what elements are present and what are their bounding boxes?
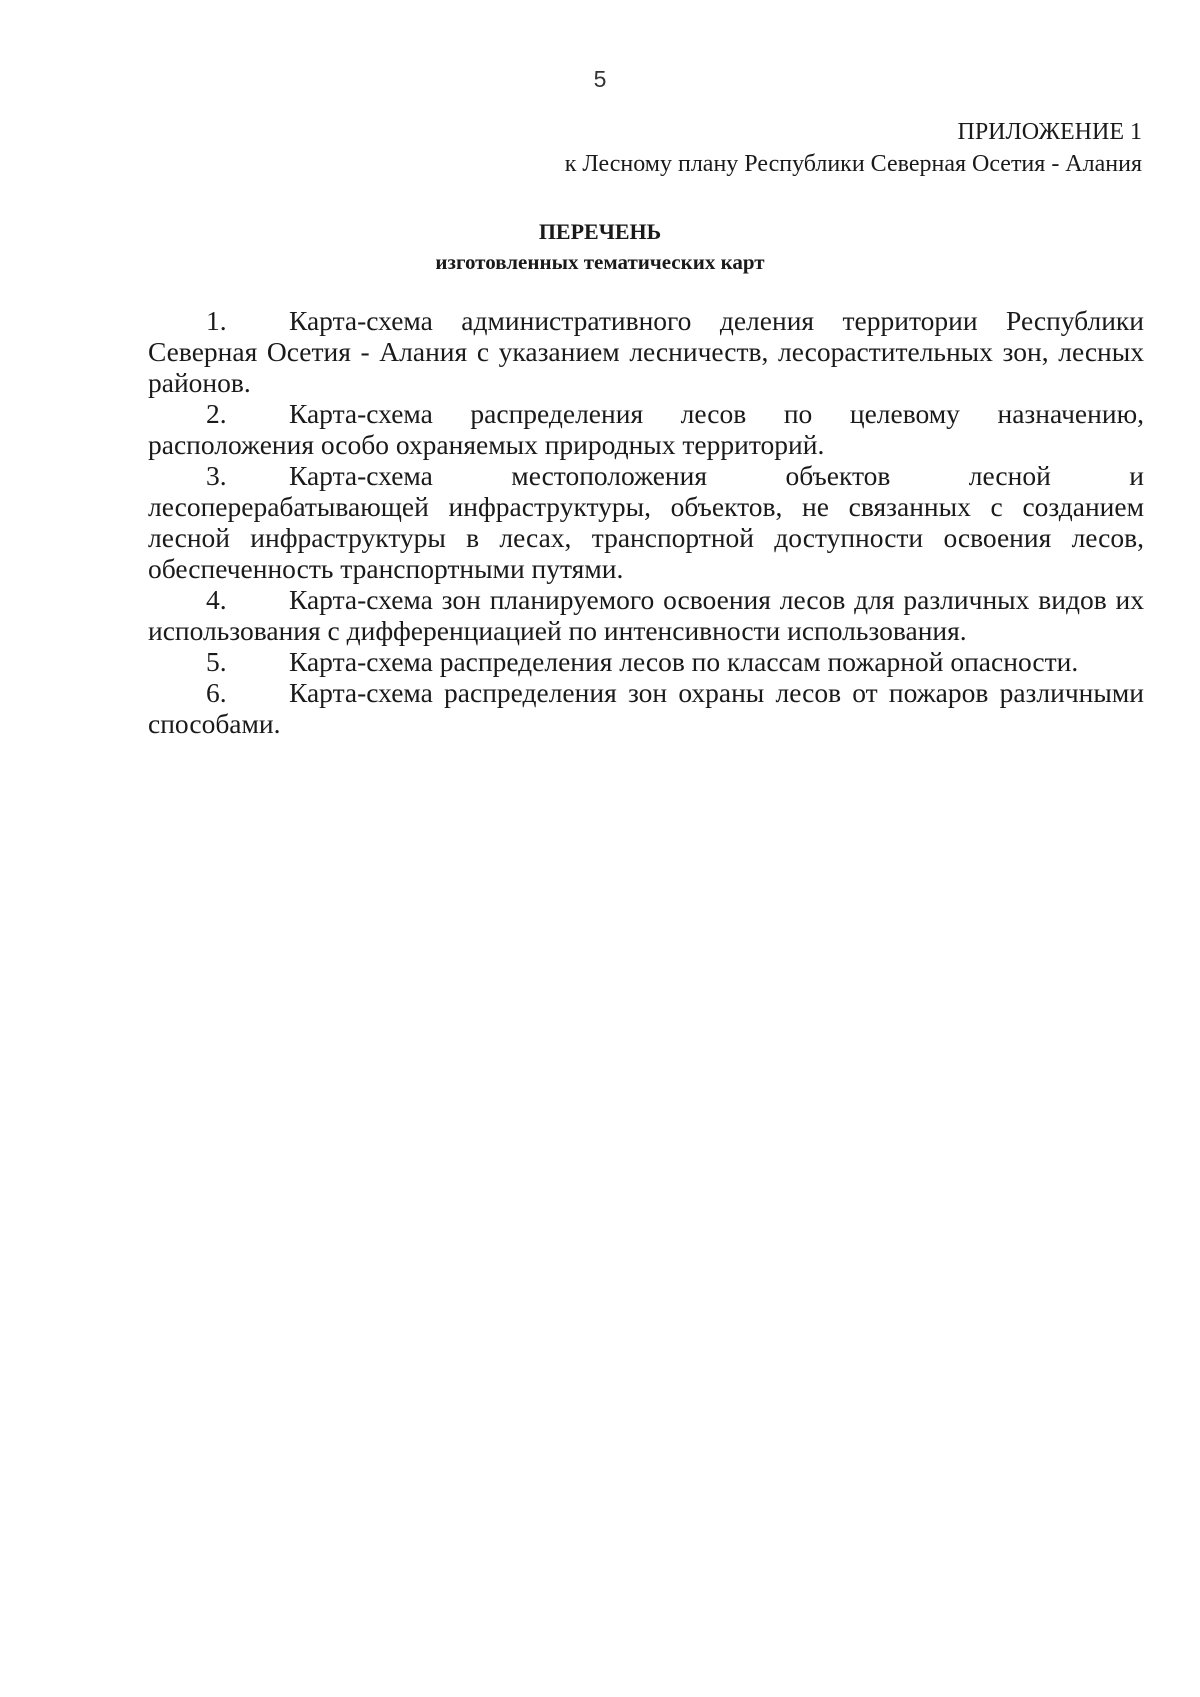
list-item — [148, 677, 1144, 739]
item-text: Карта-схема местоположения объектов лесной и лесоперерабатывающей инфраструктуры, объектов, не связанных с созданием лесной инфраструктуры в лесах, транспортной доступности освоения лесов, обеспеченность транспортными путями. — [148, 460, 1144, 584]
appendix-label: ПРИЛОЖЕНИЕ 1 — [957, 119, 1142, 145]
document-subtitle: изготовленных тематических карт — [435, 250, 765, 274]
item-text: Карта-схема распределения зон охраны лесов от пожаров различными способами. — [148, 677, 1144, 739]
item-number: 5. — [206, 646, 227, 677]
item-number: 6. — [206, 677, 227, 708]
item-number: 2. — [206, 398, 227, 429]
list-item — [148, 305, 1144, 398]
item-text: Карта-схема распределения лесов по классам пожарной опасности. — [289, 646, 1079, 677]
list-item — [148, 646, 1144, 677]
item-number: 3. — [206, 460, 227, 491]
item-text: Карта-схема административного деления территории Республики Северная Осетия - Алания с указанием лесничеств, лесорастительных зон, лесных районов. — [148, 305, 1144, 398]
title-block — [0, 216, 1200, 276]
appendix-header — [565, 116, 1142, 180]
item-number: 4. — [206, 584, 227, 615]
appendix-subtitle: к Лесному плану Республики Северная Осетия - Алания — [564, 151, 1142, 177]
document-title: ПЕРЕЧЕНЬ — [538, 219, 662, 244]
item-text: Карта-схема распределения лесов по целевому назначению, расположения особо охраняемых природных территорий. — [148, 398, 1144, 460]
item-number: 1. — [206, 305, 227, 336]
maps-list — [148, 305, 1144, 739]
page-number: 5 — [593, 66, 607, 92]
list-item — [148, 460, 1144, 584]
item-text: Карта-схема зон планируемого освоения лесов для различных видов их использования с дифференциацией по интенсивности использования. — [148, 584, 1144, 646]
list-item — [148, 584, 1144, 646]
list-item — [148, 398, 1144, 460]
